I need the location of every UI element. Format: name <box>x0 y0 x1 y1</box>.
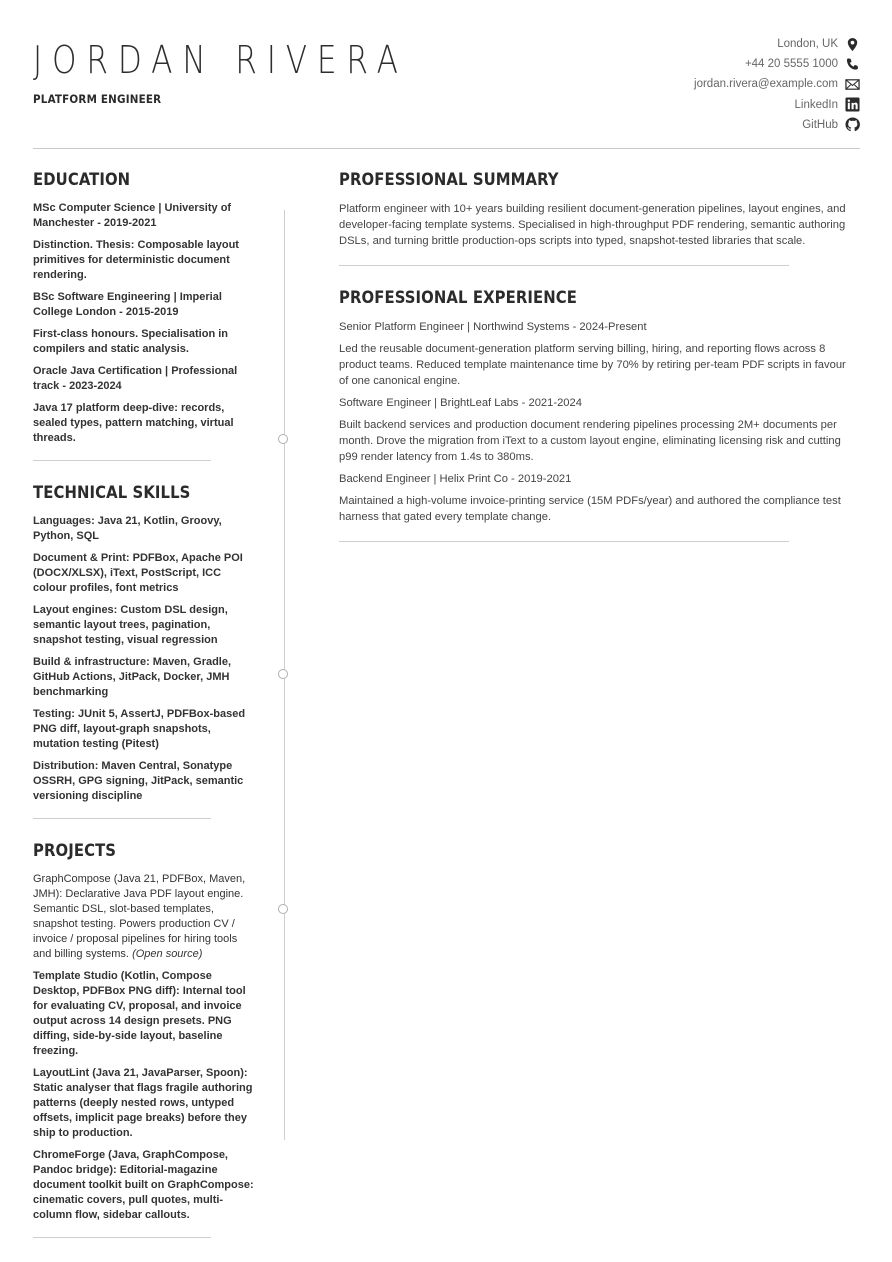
education-heading: EDUCATION <box>33 170 131 189</box>
project-item: Template Studio (Kotlin, Compose Desktop, PDFBox PNG diff): Internal tool for evaluating CV, proposal, and invoice output across 14 design presets. PNG diffing, side-by-side layout, baseline freezing. <box>33 970 246 1057</box>
section-divider <box>33 1237 211 1238</box>
education-item: First-class honours. Specialisation in compilers and static analysis. <box>33 328 228 355</box>
right-column <box>339 170 857 564</box>
linkedin-icon <box>845 97 860 112</box>
skill-item: Build & infrastructure: Maven, Gradle, GitHub Actions, JitPack, Docker, JMH benchmarking <box>33 656 232 698</box>
contact-location <box>694 34 860 54</box>
experience-heading: PROFESSIONAL EXPERIENCE <box>339 288 577 307</box>
skills-heading: TECHNICAL SKILLS <box>33 483 191 502</box>
contact-list <box>694 34 860 135</box>
left-column <box>33 170 255 1260</box>
summary-heading: PROFESSIONAL SUMMARY <box>339 170 559 189</box>
contact-email-text[interactable]: jordan.rivera@example.com <box>694 78 838 91</box>
project-text: GraphCompose (Java 21, PDFBox, Maven, JMH): Declarative Java PDF layout engine. Semantic DSL, slot-based templates, snapshot testing. Powers production CV / invoice / proposal pipelines for hiring tools and billing systems. <box>33 873 246 960</box>
header-divider <box>33 148 860 149</box>
contact-github-text[interactable]: GitHub <box>802 118 838 131</box>
timeline-node <box>278 904 288 914</box>
location-pin-icon <box>845 37 860 52</box>
contact-linkedin-text[interactable]: LinkedIn <box>794 98 838 111</box>
project-item: LayoutLint (Java 21, JavaParser, Spoon): Static analyser that flags fragile authoring patterns (deeply nested rows, untyped offsets, implicit page breaks) before they ship to production. <box>33 1067 253 1139</box>
job-title: Software Engineer | BrightLeaf Labs - 2021-2024 <box>339 397 582 409</box>
job-description: Built backend services and production document rendering pipelines processing 2M+ documents per month. Drove the migration from iText to a custom layout engine, eliminating licensing risk and cutting p99 render latency from 1.4s to 380ms. <box>339 419 841 463</box>
candidate-name: JORDAN RIVERA <box>33 38 408 82</box>
contact-phone-text[interactable]: +44 20 5555 1000 <box>744 58 838 71</box>
job-title: Senior Platform Engineer | Northwind Systems - 2024-Present <box>339 321 647 333</box>
contact-linkedin[interactable] <box>694 95 860 115</box>
skill-item: Languages: Java 21, Kotlin, Groovy, Python, SQL <box>33 515 222 542</box>
education-item: Oracle Java Certification | Professional track - 2023-2024 <box>33 365 238 392</box>
job-description: Maintained a high-volume invoice-printing service (15M PDFs/year) and authored the compliance test harness that gated every template change. <box>339 495 841 523</box>
project-item: ChromeForge (Java, GraphCompose, Pandoc bridge): Editorial-magazine document toolkit built on GraphCompose: cinematic covers, pull quotes, multi-column flow, sidebar callouts. <box>33 1149 254 1221</box>
timeline-node <box>278 669 288 679</box>
job-title: Backend Engineer | Helix Print Co - 2019-2021 <box>339 473 572 485</box>
section-divider <box>33 818 211 819</box>
section-divider <box>33 460 211 461</box>
education-item: Java 17 platform deep-dive: records, sealed types, pattern matching, virtual threads. <box>33 402 234 444</box>
project-note: (Open source) <box>132 948 203 960</box>
contact-phone[interactable] <box>694 54 860 74</box>
contact-github[interactable] <box>694 115 860 135</box>
skill-item: Testing: JUnit 5, AssertJ, PDFBox-based PNG diff, layout-graph snapshots, mutation testing (Pitest) <box>33 708 246 750</box>
phone-icon <box>845 57 860 72</box>
skill-item: Distribution: Maven Central, Sonatype OSSRH, GPG signing, JitPack, semantic versioning discipline <box>33 760 244 802</box>
envelope-icon <box>845 77 860 92</box>
education-item: MSc Computer Science | University of Manchester - 2019-2021 <box>33 202 232 229</box>
job-description: Led the reusable document-generation platform serving billing, hiring, and reporting flows across 8 product teams. Reduced template maintenance time by 70% by retiring per-team PDF scripts in favour of one canonical engine. <box>339 343 846 387</box>
summary-text: Platform engineer with 10+ years building resilient document-generation pipelines, layout engines, and developer-facing template systems. Specialised in high-throughput PDF rendering, semantic authoring DSLs, and turning brittle production-ops scripts into typed, snapshot-tested libraries that scale. <box>339 203 846 247</box>
education-item: Distinction. Thesis: Composable layout primitives for deterministic document rendering. <box>33 239 239 281</box>
candidate-role: PLATFORM ENGINEER <box>33 92 162 106</box>
section-divider <box>339 265 789 266</box>
timeline-node <box>278 434 288 444</box>
skill-item: Layout engines: Custom DSL design, semantic layout trees, pagination, snapshot testing, visual regression <box>33 604 228 646</box>
github-icon <box>845 117 860 132</box>
skill-item: Document & Print: PDFBox, Apache POI (DOCX/XLSX), iText, PostScript, ICC colour profiles, font metrics <box>33 552 243 594</box>
contact-location-text: London, UK <box>777 38 838 51</box>
contact-email[interactable] <box>694 74 860 94</box>
education-item: BSc Software Engineering | Imperial College London - 2015-2019 <box>33 291 222 318</box>
projects-heading: PROJECTS <box>33 841 117 860</box>
project-item <box>33 872 255 962</box>
section-divider <box>339 541 789 542</box>
